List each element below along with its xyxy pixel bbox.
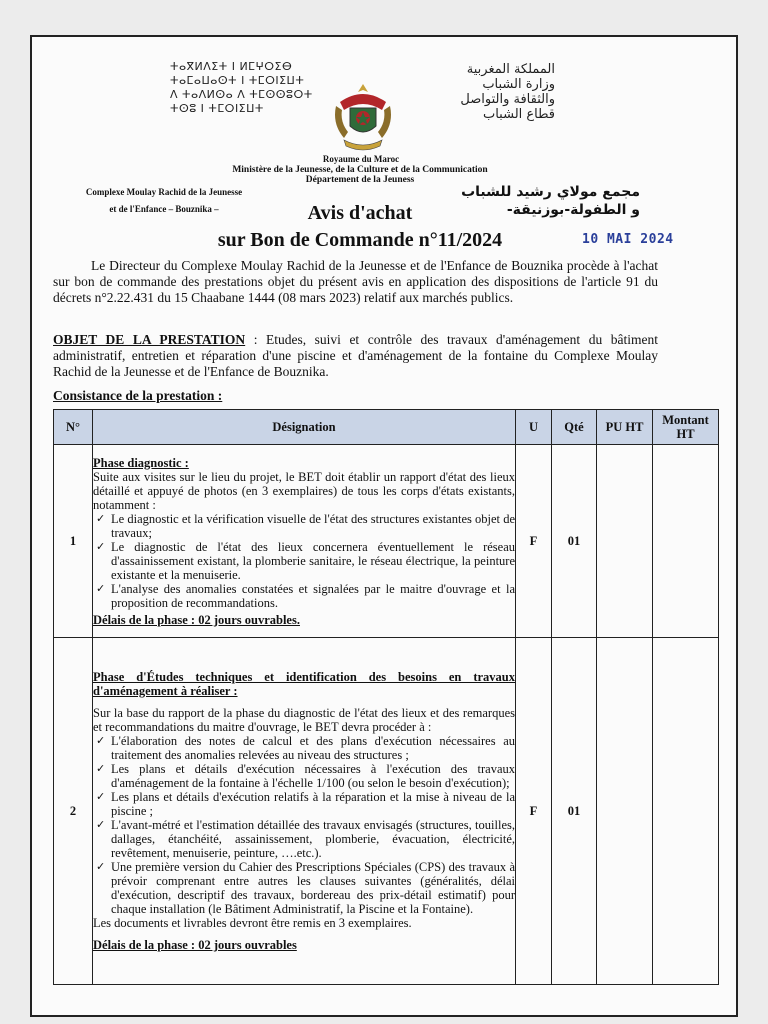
checklist-item: ✓ Le diagnostic de l'état des lieux concernera éventuellement le réseau d'assainissement existant, la plomberie sanitaire, le réseau électrique, la peinture existante et la menuiserie.: [93, 540, 515, 582]
header-montant-ht: Montant HT: [653, 410, 719, 445]
row-unit: F: [516, 638, 552, 985]
objet-text: : Etudes, suivi et contrôle des travaux d'aménagement du bâtiment administratif, entretien et réparation d'une piscine et d'aménagement de la fontaine du Complexe Moulay Rachid de la Jeunesse et de l'Enfance de Bouznika.: [53, 332, 658, 379]
table-row: [54, 445, 719, 638]
header-tifinagh-text: ⵜⴰⴳⵍⴷⵉⵜ ⵏ ⵍⵎⵖⵔⵉⴱ ⵜⴰⵎⴰⵡⴰⵙⵜ ⵏ ⵜⵎⵔⵏⵉⵡⵜ ⴷ ⵜⴰⴷⵍⵙⴰ ⴷ ⵜⵎⵙⵙⵓⵔⵜ ⵜⵙⵓ ⵏ ⵜⵎⵔⵏⵉⵡⵜ: [170, 60, 313, 115]
header-pu-ht: PU HT: [597, 410, 653, 445]
row-qty: 01: [552, 638, 597, 985]
phase-delais: Délais de la phase : 02 jours ouvrables.: [93, 612, 300, 627]
phase-outro: Les documents et livrables devront être remis en 3 exemplaires.: [93, 916, 412, 930]
row-montant-ht: [653, 638, 719, 985]
row-designation: [93, 445, 516, 638]
row-number: 1: [54, 445, 93, 638]
checklist-item: ✓ L'analyse des anomalies constatées et signalées par le maitre d'ouvrage et la proposition de recommandations.: [93, 582, 515, 610]
row-number: 2: [54, 638, 93, 985]
ministere-label: Ministère de la Jeunesse, de la Culture et de la Communication: [232, 165, 488, 175]
prestations-table: [53, 409, 719, 985]
complexe-name-fr-line2: et de l'Enfance – Bouznika –: [109, 204, 219, 214]
checklist-item: ✓ L'avant-métré et l'estimation détaillée des travaux envisagés (structures, touilles, dallages, étanchéité, assainissement, plomberie, évacuation, électricité, revêtement, menuiserie, peinture, ….etc.).: [93, 818, 515, 860]
table-header-row: [54, 410, 719, 445]
row-designation: [93, 638, 516, 985]
intro-paragraph: Le Directeur du Complexe Moulay Rachid de la Jeunesse et de l'Enfance de Bouznika procède à l'achat sur bon de commande des prestations objet du présent avis en application des dispositions de l'article 91 du décrets n°2.22.431 du 15 Chaabane 1444 (08 mars 2023) relatif aux marchés publics.: [53, 258, 658, 305]
checklist-item: ✓ Les plans et détails d'exécution nécessaires à l'exécution des travaux d'aménagement de la fontaine à l'échelle 1/100 (ou selon le besoin d'exécution);: [93, 762, 515, 790]
complexe-name-fr-line1: Complexe Moulay Rachid de la Jeunesse: [85, 187, 243, 197]
table-row: [54, 638, 719, 985]
phase-intro: Sur la base du rapport de la phase du diagnostic de l'état des lieux et des remarques et recommandations du maitre d'ouvrage, le BET devra procéder à :: [93, 706, 515, 734]
row-pu-ht: [597, 445, 653, 638]
complexe-name-ar: مجمع مولاي رشيد للشباب و الطفولة-بوزنيقة-: [461, 184, 640, 218]
royal-emblem-icon: [330, 80, 396, 154]
phase-title: Phase diagnostic :: [93, 455, 189, 470]
header-qty: Qté: [552, 410, 597, 445]
checklist: [93, 734, 515, 916]
royaume-label: Royaume du Maroc: [322, 154, 400, 164]
checklist-item: ✓ Les plans et détails d'exécution relatifs à la réparation et la mise à niveau de la piscine ;: [93, 790, 515, 818]
consistance-heading: Consistance de la prestation :: [53, 388, 223, 403]
departement-label: Département de la Jeuness: [305, 175, 415, 185]
row-pu-ht: [597, 638, 653, 985]
objet-paragraph: [53, 332, 658, 380]
row-montant-ht: [653, 445, 719, 638]
header-arabic-text: المملكة المغربية وزارة الشباب والثقافة والتواصل قطاع الشباب: [460, 62, 555, 122]
row-unit: F: [516, 445, 552, 638]
phase-intro: Suite aux visites sur le lieu du projet, le BET doit établir un rapport d'état des lieux détaillé et appuyé de photos (en 3 exemplaires) de tous les corps d'états existants, notamment :: [93, 469, 515, 512]
checklist-item: ✓ Une première version du Cahier des Prescriptions Spéciales (CPS) des travaux à prévoir comprenant entre autres les clauses suivantes (généralités, délai d'exécution, descriptif des travaux, bordereau des prix-détail estimatif) pour chaque installation (le Bâtiment Administratif, la Piscine et la Fontaine).: [93, 860, 515, 916]
header-no: N°: [54, 410, 93, 445]
objet-label: OBJET DE LA PRESTATION: [53, 332, 246, 347]
header-unit: U: [516, 410, 552, 445]
checklist-item: ✓ Le diagnostic et la vérification visuelle de l'état des structures existantes objet de travaux;: [93, 512, 515, 540]
document-title: Avis d'achat: [307, 202, 413, 224]
date-stamp: 10 MAI 2024: [582, 232, 674, 247]
checklist: [93, 512, 515, 610]
checklist-item: ✓ L'élaboration des notes de calcul et des plans d'exécution nécessaires au traitement des anomalies relevées au niveau des structures ;: [93, 734, 515, 762]
phase-delais: Délais de la phase : 02 jours ouvrables: [93, 938, 297, 952]
complexe-name-fr: [64, 184, 264, 218]
row-qty: 01: [552, 445, 597, 638]
phase-title: Phase d'Études techniques et identification des besoins en travaux d'aménagement à réaliser :: [93, 670, 515, 698]
document-subtitle: sur Bon de Commande n°11/2024: [217, 229, 503, 251]
header-designation: Désignation: [93, 410, 516, 445]
